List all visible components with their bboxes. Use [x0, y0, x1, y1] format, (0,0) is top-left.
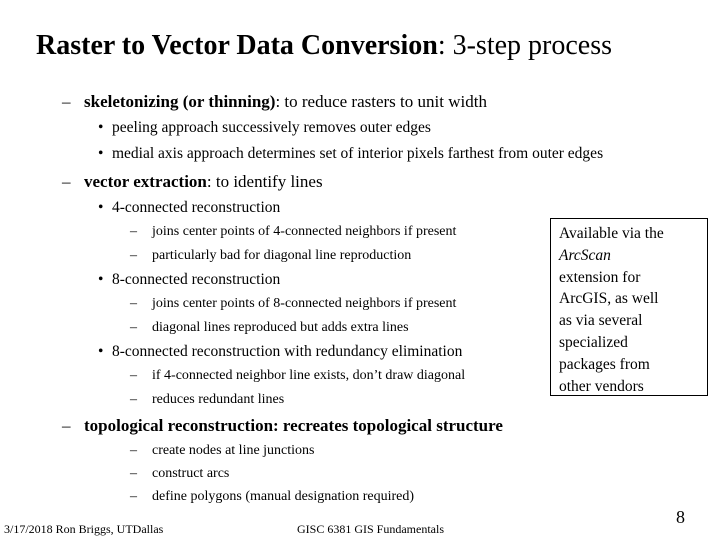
step-topological-reconstruction: – topological reconstruction: recreates topological structure [62, 416, 503, 435]
bullet-item: • peeling approach successively removes outer edges [98, 119, 431, 136]
dash-marker: – [62, 416, 71, 435]
bullet-item: • 8-connected reconstruction [98, 271, 281, 288]
bullet-icon: • [98, 271, 104, 288]
bullet-icon: • [98, 199, 104, 216]
step-vector-extraction: – vector extraction: to identify lines [62, 172, 323, 191]
bullet-item: • medial axis approach determines set of interior pixels farthest from outer edges [98, 145, 604, 162]
dash-marker: – [130, 296, 137, 311]
sub-item: – joins center points of 8-connected neighbors if present [130, 296, 457, 311]
sub-item: – define polygons (manual designation required) [130, 489, 415, 504]
dash-marker: – [62, 92, 71, 111]
dash-marker: – [130, 489, 137, 504]
dash-marker: – [130, 443, 137, 458]
dash-marker: – [62, 172, 71, 191]
page-number: 8 [676, 507, 685, 527]
dash-marker: – [130, 368, 137, 383]
sub-item: – if 4-connected neighbor line exists, don’t draw diagonal [130, 368, 466, 383]
bullet-icon: • [98, 145, 104, 162]
step-skeletonizing: – skeletonizing (or thinning): to reduce rasters to unit width [62, 92, 487, 111]
sub-item: – create nodes at line junctions [130, 443, 315, 458]
dash-marker: – [130, 320, 137, 335]
slide-title: Raster to Vector Data Conversion: 3-step process [36, 30, 612, 61]
sub-item: – construct arcs [130, 466, 230, 481]
dash-marker: – [130, 248, 137, 263]
dash-marker: – [130, 392, 137, 407]
sub-item: – diagonal lines reproduced but adds extra lines [130, 320, 409, 335]
bullet-item: • 4-connected reconstruction [98, 199, 281, 216]
sub-item: – particularly bad for diagonal line reproduction [130, 248, 412, 263]
bullet-item: • 8-connected reconstruction with redundancy elimination [98, 343, 463, 360]
dash-marker: – [130, 466, 137, 481]
sub-item: – reduces redundant lines [130, 392, 285, 407]
bullet-icon: • [98, 119, 104, 136]
bullet-icon: • [98, 343, 104, 360]
footer-date-author: 3/17/2018 Ron Briggs, UTDallas [4, 522, 164, 536]
sub-item: – joins center points of 4-connected neighbors if present [130, 224, 457, 239]
footer-course: GISC 6381 GIS Fundamentals [297, 522, 444, 536]
availability-callout: Available via the ArcScan extension for ArcGIS, as well as via several specialized packages from other vendors [550, 218, 708, 396]
dash-marker: – [130, 224, 137, 239]
